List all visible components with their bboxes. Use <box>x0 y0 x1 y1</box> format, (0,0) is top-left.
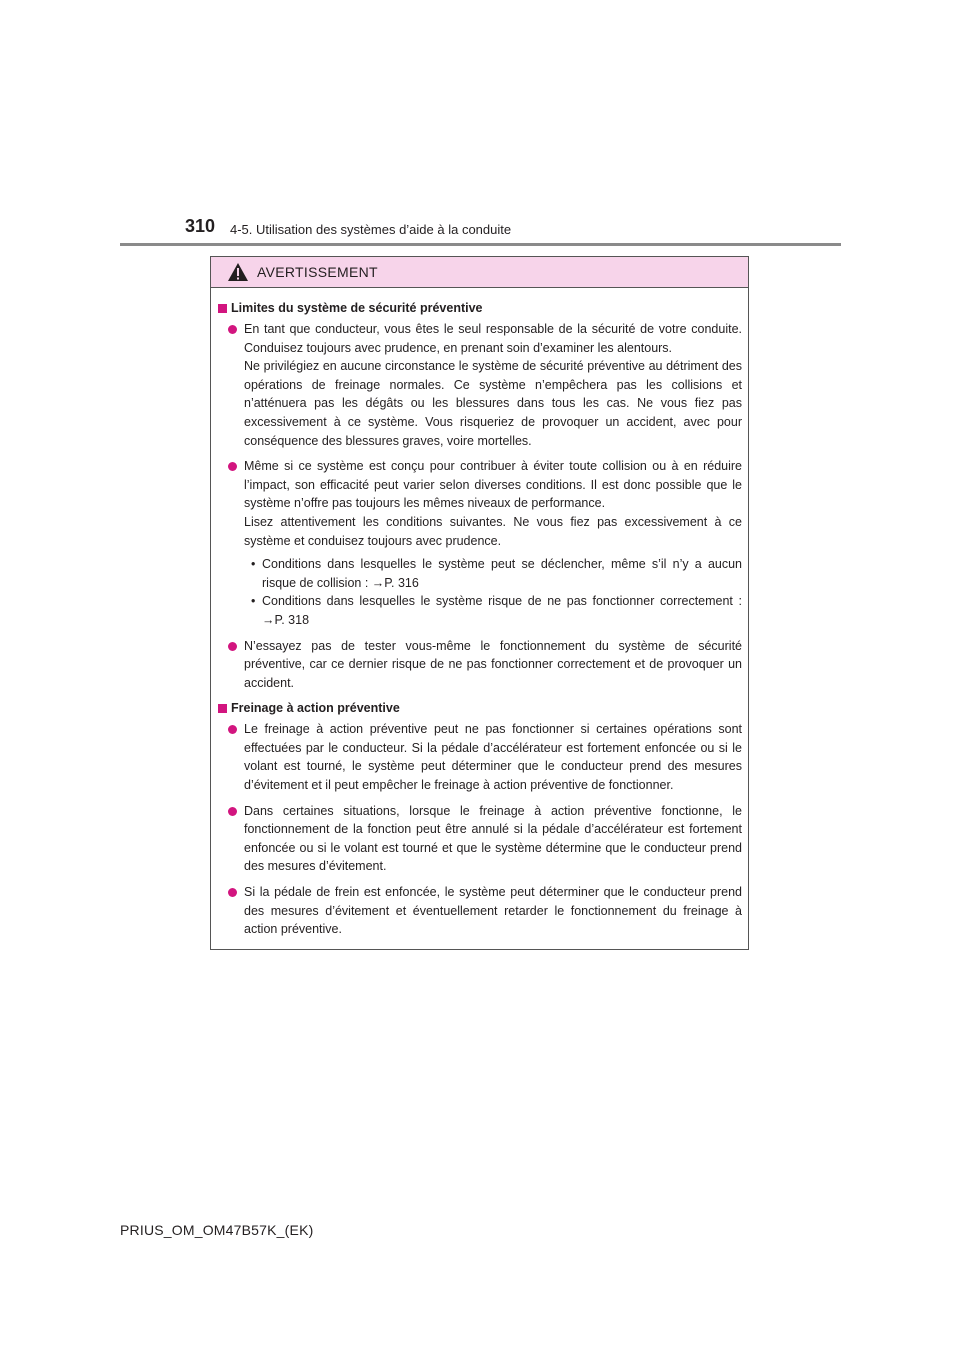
dot-bullet-icon <box>228 807 237 816</box>
paragraph: Le freinage à action préventive peut ne pas fonctionner si certaines opérations sont effectuées par le conducteur. Si la pédale d’accélérateur est fortement enfoncée ou si le volant est tourné, le système peut déterminer que le conducteur prend des mesures d’évitement et il peut empêcher le freinage à action préventive de fonctionner. <box>244 722 742 793</box>
dot-bullet-icon <box>228 462 237 471</box>
paragraph: En tant que conducteur, vous êtes le seul responsable de la sécurité de votre conduite. Conduisez toujours avec prudence, en prenant soin d’examiner les alentours. <box>244 322 742 355</box>
paragraph: Si la pédale de frein est enfoncée, le système peut déterminer que le conducteur prend des mesures d’évitement et éventuellement retarder le fonctionnement du freinage à action préventive. <box>244 885 742 937</box>
bullet-dot-icon: • <box>251 594 256 609</box>
warning-title: AVERTISSEMENT <box>257 264 378 280</box>
list-item <box>217 720 742 794</box>
sub-list-text: Conditions dans lesquelles le système peut se déclencher, même s’il n’y a aucun risque de collision : →P. 316 <box>262 557 742 590</box>
paragraph: Dans certaines situations, lorsque le freinage à action préventive fonctionne, le fonctionnement de la fonction peut être annulé si la pédale d’accélérateur est fortement enfoncée ou si le volant est tourné et que le système détermine que le conducteur prend des mesures d’évitement. <box>244 803 742 874</box>
dot-bullet-icon <box>228 325 237 334</box>
document-code: PRIUS_OM_OM47B57K_(EK) <box>120 1222 314 1238</box>
list-item <box>217 320 742 450</box>
paragraph: Lisez attentivement les conditions suivantes. Ne vous fiez pas excessivement à ce système et conduisez toujours avec prudence. <box>244 514 742 548</box>
sub-list <box>244 555 742 629</box>
sub-list-text: Conditions dans lesquelles le système risque de ne pas fonctionner correctement : →P. 318 <box>262 594 742 627</box>
list-item <box>217 802 742 876</box>
list-item <box>217 883 742 939</box>
section-title: 4-5. Utilisation des systèmes d’aide à la conduite <box>230 222 512 237</box>
list-item <box>217 637 742 693</box>
paragraph: Même si ce système est conçu pour contribuer à éviter toute collision ou à en réduire l’impact, son efficacité peut varier selon diverses conditions. Il est donc possible que le système n’offre pas toujours les mêmes niveaux de performance. <box>244 459 742 511</box>
page-number: 310 <box>185 216 216 236</box>
dot-bullet-icon <box>228 888 237 897</box>
section-heading-text: Freinage à action préventive <box>231 701 400 716</box>
list-item <box>217 457 742 629</box>
warning-header <box>211 257 748 288</box>
dot-bullet-icon <box>228 725 237 734</box>
warning-body <box>211 288 748 939</box>
paragraph: Ne privilégiez en aucune circonstance le système de sécurité préventive au détriment des opérations de freinage normales. Ce système n’empêchera pas les collisions et n’atténuera pas les dégâts ou les blessures dans tous les cas. Ne vous fiez pas excessivement à ce système. Vous risqueriez de provoquer un accident, avec pour conséquence des blessures graves, voire mortelles. <box>244 359 742 448</box>
section-heading-text: Limites du système de sécurité préventive <box>231 301 483 315</box>
square-bullet-icon <box>218 704 227 713</box>
section-heading <box>217 299 742 318</box>
header-rule <box>120 243 841 246</box>
sub-list-item <box>244 592 742 629</box>
square-bullet-icon <box>218 304 227 313</box>
sub-list-item <box>244 555 742 592</box>
bullet-dot-icon: • <box>251 557 256 572</box>
warning-triangle-icon <box>227 262 249 282</box>
section-heading <box>217 699 742 718</box>
paragraph: N’essayez pas de tester vous-même le fonctionnement du système de sécurité préventive, car ce dernier risque de ne pas fonctionner correctement et de provoquer un accident. <box>244 638 742 690</box>
dot-bullet-icon <box>228 642 237 651</box>
warning-box <box>210 256 749 950</box>
